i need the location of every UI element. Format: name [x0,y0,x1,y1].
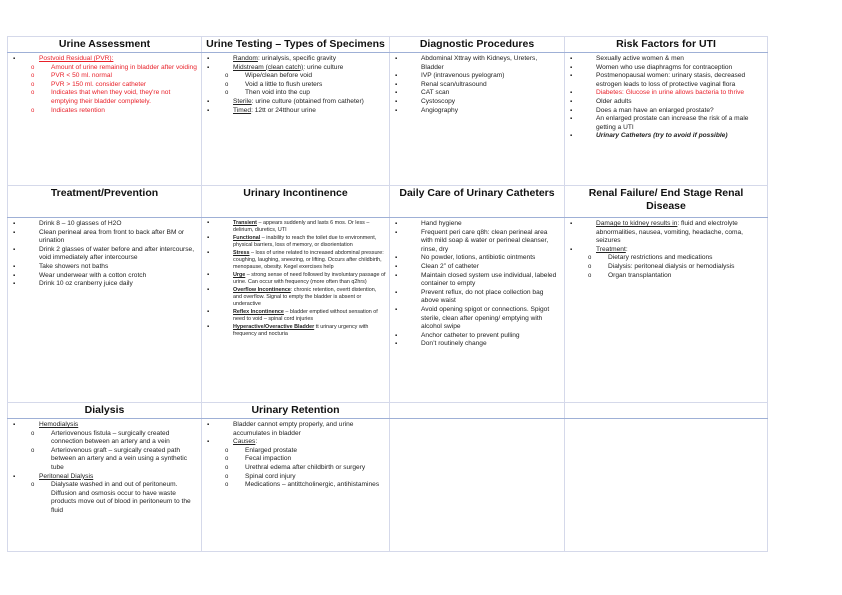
list-item [205,438,386,447]
item-text: No powder, lotions, antibiotic ointments [421,254,536,262]
list-item [393,306,561,332]
list-item [205,220,386,235]
list-item [568,220,764,246]
item-text: Drink 8 – 10 glasses of H2O [39,220,122,227]
list-item [205,89,386,98]
list-item [205,55,386,64]
item-text: Prevent reflux, do not place collection bag above waist [421,288,544,305]
item-text: PVR > 150 ml. consider catheter [51,80,147,88]
list-item [568,89,764,98]
item-text: Fecal impaction [245,455,292,463]
item-text: IVP (intravenous pyelogram) [421,72,505,80]
list-item [568,254,764,263]
urine-testing-cell [202,53,390,186]
item-text: Bladder cannot empty properly, and urine accumulates in bladder [233,421,354,437]
list-item [393,81,561,90]
list-item [393,98,561,107]
item-text: Indicates that when they void, they're not emptying their bladder completely. [51,89,171,105]
list-item [11,447,198,473]
item-label: Urge [233,271,246,278]
list-item [568,263,764,272]
list-item [205,107,386,116]
item-label: Timed [233,106,252,114]
urine-assessment-list [11,55,198,115]
list-item [11,89,198,106]
list-item [11,246,198,263]
renal-failure-cell [565,218,768,403]
header-row-1 [8,37,768,53]
list-item [11,107,198,116]
item-text: Hand hygiene [421,220,462,227]
item-text: Diabetes: Glucose in urine allows bacteria to thrive [596,89,745,97]
item-text: Medications – antittcholinergic, antihistamines [245,481,380,489]
urinary-retention-list [205,421,386,490]
urinary-incontinence-heading: Urinary Incontinence [202,186,390,218]
list-item [11,430,198,447]
list-item [11,64,198,73]
dialysis-heading: Dialysis [8,403,202,419]
item-label: Stress [233,249,250,256]
list-item [11,263,198,272]
list-item [205,272,386,287]
list-item [568,115,764,132]
list-item [393,72,561,81]
list-item [205,324,386,339]
item-label: Hyperactive/Overactive Bladder [233,323,315,330]
item-text: Then void into the cup [245,89,310,97]
treatment-prevention-heading: Treatment/Prevention [8,186,202,218]
item-text: : urine culture (obtained from catheter) [251,97,364,105]
dialysis-cell [8,419,202,552]
list-item [568,132,764,141]
daily-care-catheters-heading: Daily Care of Urinary Catheters [390,186,565,218]
urine-testing-heading: Urine Testing – Types of Specimens [202,37,390,53]
risk-factors-list [568,55,764,141]
urine-assessment-cell [8,53,202,186]
body-row-3 [8,419,768,552]
item-label: Overflow Incontinence [233,286,291,293]
item-text: Avoid opening spigot or connections. Spigot sterile, clean after opening/ emptying with alcohol swipe [421,305,550,331]
item-text: Take showers not baths [39,262,109,270]
list-item [205,464,386,473]
item-label: Hemodialysis [39,421,79,428]
item-text: Don’t routinely change [421,340,487,348]
list-item [205,81,386,90]
list-item [205,481,386,490]
list-item [393,332,561,341]
item-text: – strong sense of need followed by involuntary passage of urine. Can occur with frequency (more often than q2hrs) [233,271,386,286]
urinary-incontinence-list [205,220,386,339]
list-item [11,481,198,515]
risk-factors-cell [565,53,768,186]
item-label: Transient [233,220,257,226]
list-item [205,309,386,324]
list-item [11,81,198,90]
list-item [205,287,386,309]
item-text: : 12tt or 24tthour urine [251,106,316,114]
item-text: Spinal cord injury [245,472,296,480]
list-item [205,250,386,272]
item-text: Clean perineal area from front to back after BM or urination [39,228,185,245]
item-label: Reflex Incontinence [233,308,284,315]
item-text: Dietary restrictions and medications [608,254,713,262]
treatment-prevention-cell [8,218,202,403]
empty-cell-3 [390,419,565,552]
list-item [568,272,764,281]
item-label: Peritoneal Dialysis [39,472,94,480]
list-item [205,447,386,456]
diagnostic-procedures-heading: Diagnostic Procedures [390,37,565,53]
item-text: Abdominal Xttray with Kidneys, Ureters, Bladder [421,55,538,71]
list-item [11,421,198,430]
dialysis-list [11,421,198,516]
item-text: Indicates retention [51,106,105,114]
empty-cell-4 [565,419,768,552]
item-text: : fluid and electrolyte abnormalities, nausea, vomiting, headache, coma, seizures [596,220,743,245]
list-item [11,220,198,229]
item-text: Does a man have an enlarged prostate? [596,106,714,114]
item-label: Random [233,55,258,62]
item-text: Anchor catheter to prevent pulling [421,331,520,339]
list-item [393,55,561,72]
list-item [205,98,386,107]
list-item [11,229,198,246]
item-label: Damage to kidney results in [596,220,678,227]
item-label: Postvoid Residual (PVR): [39,55,114,62]
list-item [205,455,386,464]
item-text: Enlarged prostate [245,446,298,454]
item-text: : [255,438,258,446]
item-text: Urethral edema after childbirth or surgery [245,463,366,471]
header-row-3 [8,403,768,419]
item-text: Sexually active women & men [596,55,684,62]
item-label: Functional [233,234,261,241]
item-text: Dialysate washed in and out of peritoneum. Diffusion and osmosis occur to have waste products move out of blood in peritoneum to the fluid [51,481,191,514]
list-item [11,55,198,64]
item-text: Postmenopausal women: urinary stasis, decreased estrogen leads to loss of protective vaginal flora [596,72,746,88]
item-label: Midstream (clean catch) [233,63,304,71]
list-item [205,235,386,250]
item-text: Arteriovenous fistula – surgically created connection between an artery and a vein [51,429,170,446]
item-text: – loss of urine related to increased abdominal pressure: coughing, laughing, sneezing, or lifting. Occurs after childbirth, menopause, obesity. Kegel exercises help [233,249,384,271]
urinary-incontinence-cell [202,218,390,403]
item-text: Dialysis: peritoneal dialysis or hemodialysis [608,262,735,270]
urinary-retention-heading: Urinary Retention [202,403,390,419]
treatment-prevention-list [11,220,198,289]
item-text: Women who use diaphragms for contraception [596,63,733,71]
item-text: Void a little to flush ureters [245,80,323,88]
item-text: : chronic retention, overtt distention, and overflow. Signal to empty the bladder is absent or underactive [233,286,377,308]
item-text: Drink 2 glasses of water before and after intercourse, void immediately after intercourse [39,245,195,262]
list-item [11,72,198,81]
item-text: : urine culture [303,63,344,71]
list-item [393,289,561,306]
list-item [568,64,764,73]
list-item [205,473,386,482]
list-item [205,72,386,81]
item-text: – appears suddenly and lasts 6 mos. Or less – delirium, diuretics, UTI [233,220,370,234]
renal-failure-heading: Renal Failure/ End Stage Renal Disease [565,186,768,218]
list-item [11,473,198,482]
item-text: Arteriovenous graft – surgically created path between an artery and a vein using a synthetic tube [51,446,187,471]
risk-factors-heading: Risk Factors for UTI [565,37,768,53]
list-item [393,107,561,116]
list-item [205,421,386,438]
item-text: PVR < 50 ml. normal [51,72,113,80]
urine-assessment-heading: Urine Assessment [8,37,202,53]
list-item [568,55,764,64]
study-sheet-table [7,36,768,552]
list-item [393,254,561,263]
list-item [11,280,198,289]
item-label: Sterile [233,97,252,105]
item-text: – inability to reach the toilet due to environment, physical barriers, loss of memory, or disorientation [233,234,377,249]
list-item [205,64,386,73]
list-item [393,220,561,229]
daily-care-catheters-cell [390,218,565,403]
item-text: Wear underwear with a cotton crotch [39,271,147,279]
item-text: Clean 2” of catheter [421,262,479,270]
body-row-2 [8,218,768,403]
item-text: : [625,245,628,253]
list-item [393,272,561,289]
list-item [568,72,764,89]
urine-testing-list [205,55,386,115]
item-text: : urinalysis, specific gravity [257,55,336,62]
empty-heading-3 [390,403,565,419]
empty-heading-4 [565,403,768,419]
item-text: Cystoscopy [421,97,456,105]
item-text: CAT scan [421,89,450,97]
diagnostic-procedures-cell [390,53,565,186]
renal-failure-list [568,220,764,280]
header-row-2 [8,186,768,218]
body-row-1 [8,53,768,186]
item-text: Drink 10 oz cranberry juice daily [39,280,133,288]
item-text: Organ transplantation [608,271,672,279]
item-text: Urinary Catheters (try to avoid if possible) [596,132,728,140]
list-item [568,246,764,255]
item-text: tt urinary urgency with frequency and nocturia [233,323,369,338]
item-label: Treatment [596,245,626,253]
item-text: Angiography [421,106,459,114]
item-text: An enlarged prostate can increase the risk of a male getting a UTI [596,115,749,131]
item-text: Maintain closed system use individual, labeled container to empty [421,271,557,288]
list-item [393,340,561,349]
item-text: Renal scan/ultrasound [421,80,487,88]
item-label: Causes [233,438,256,446]
list-item [568,98,764,107]
item-text: Wipe/clean before void [245,72,313,80]
item-text: – bladder emptied without sensation of need to void – spinal cord injuries [233,308,378,323]
list-item [11,272,198,281]
list-item [393,229,561,255]
item-text: Amount of urine remaining in bladder after voiding [51,63,197,71]
list-item [393,89,561,98]
diagnostic-procedures-list [393,55,561,115]
urinary-retention-cell [202,419,390,552]
list-item [393,263,561,272]
item-text: Older adults [596,97,632,105]
list-item [568,107,764,116]
daily-care-catheters-list [393,220,561,349]
item-text: Frequent peri care q8h: clean perineal area with mild soap & water or perineal cleanser, rinse, dry [421,228,549,253]
